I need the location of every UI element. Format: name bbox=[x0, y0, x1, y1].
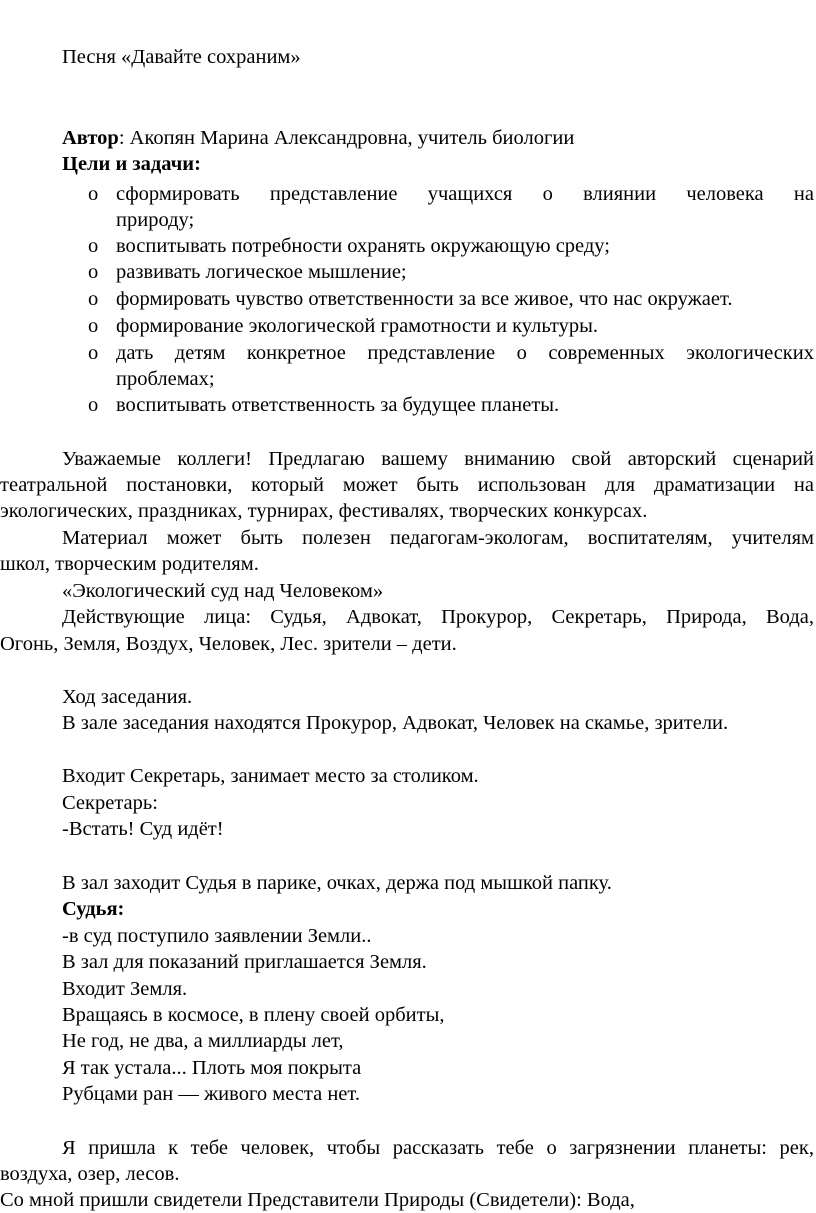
scene-heading: Ход заседания. bbox=[62, 686, 193, 708]
goal-item-3: развивать логическое мышление; bbox=[116, 261, 407, 283]
scene-line: Входит Земля. bbox=[62, 978, 188, 1000]
poem-line: Вращаясь в космосе, в плену своей орбиты, bbox=[62, 1004, 445, 1026]
goals-heading bbox=[62, 151, 201, 177]
author-line bbox=[62, 125, 574, 151]
intro-line-4: Материал может быть полезен педагогам-экологам, воспитателям, учителям bbox=[62, 527, 814, 549]
goal-item-1-line-2: природу; bbox=[116, 209, 195, 231]
intro-line-1: Уважаемые коллеги! Предлагаю вашему вниманию свой авторский сценарий bbox=[62, 448, 814, 470]
song-title: Песня «Давайте сохраним» bbox=[62, 46, 301, 68]
author-label: Автор bbox=[62, 127, 119, 149]
bullet-icon: o bbox=[88, 394, 99, 416]
scene-line: -в суд поступило заявлении Земли.. bbox=[62, 925, 372, 947]
bullet-icon: o bbox=[88, 183, 99, 205]
speaker-secretary: Секретарь: bbox=[62, 792, 158, 814]
intro-line-3: экологических, праздниках, турнирах, фестивалях, творческих конкурсах. bbox=[0, 500, 648, 522]
poem-line: Не год, не два, а миллиарды лет, bbox=[62, 1030, 344, 1052]
scene-line: В зале заседания находятся Прокурор, Адвокат, Человек на скамье, зрители. bbox=[62, 712, 729, 734]
goal-item-2: воспитывать потребности охранять окружающую среду; bbox=[116, 235, 610, 257]
poem-line: Я так устала... Плоть моя покрыта bbox=[62, 1057, 362, 1079]
cast-line-2: Огонь, Земля, Воздух, Человек, Лес. зрители – дети. bbox=[0, 633, 457, 655]
goal-item-6-line-2: проблемах; bbox=[116, 368, 215, 390]
scenario-title: «Экологический суд над Человеком» bbox=[62, 580, 384, 602]
goals-heading-text: Цели и задачи: bbox=[62, 153, 201, 175]
scene-line: В зал для показаний приглашается Земля. bbox=[62, 951, 427, 973]
bullet-icon: o bbox=[88, 342, 99, 364]
goal-item-1-line-1: сформировать представление учащихся о влиянии человека на bbox=[116, 183, 814, 205]
speaker-judge bbox=[62, 896, 124, 922]
bullet-icon: o bbox=[88, 235, 99, 257]
intro-line-5: школ, творческим родителям. bbox=[0, 553, 259, 575]
scene-line: воздуха, озер, лесов. bbox=[0, 1163, 180, 1185]
scene-line: Я пришла к тебе человек, чтобы рассказать тебе о загрязнении планеты: рек, bbox=[62, 1137, 814, 1159]
scene-line: -Встать! Суд идёт! bbox=[62, 818, 224, 840]
goal-item-4: формировать чувство ответственности за все живое, что нас окружает. bbox=[116, 288, 733, 310]
bullet-icon: o bbox=[88, 315, 99, 337]
author-value: : Акопян Марина Александровна, учитель биологии bbox=[118, 127, 575, 149]
intro-line-2: театральной постановки, который может быть использован для драматизации на bbox=[0, 474, 814, 496]
scene-line: Входит Секретарь, занимает место за столиком. bbox=[62, 765, 479, 787]
goal-item-7: воспитывать ответственность за будущее планеты. bbox=[116, 394, 560, 416]
bullet-icon: o bbox=[88, 261, 99, 283]
goal-item-5: формирование экологической грамотности и культуры. bbox=[116, 315, 598, 337]
scene-line: В зал заходит Судья в парике, очках, держа под мышкой папку. bbox=[62, 872, 612, 894]
cast-line-1: Действующие лица: Судья, Адвокат, Прокурор, Секретарь, Природа, Вода, bbox=[62, 606, 814, 628]
goal-item-6-line-1: дать детям конкретное представление о современных экологических bbox=[116, 342, 814, 364]
speaker-judge-text: Судья: bbox=[62, 898, 125, 920]
bullet-icon: o bbox=[88, 288, 99, 310]
scene-line: Со мной пришли свидетели Представители Природы (Свидетели): Вода, bbox=[0, 1189, 635, 1211]
poem-line: Рубцами ран — живого места нет. bbox=[62, 1083, 360, 1105]
